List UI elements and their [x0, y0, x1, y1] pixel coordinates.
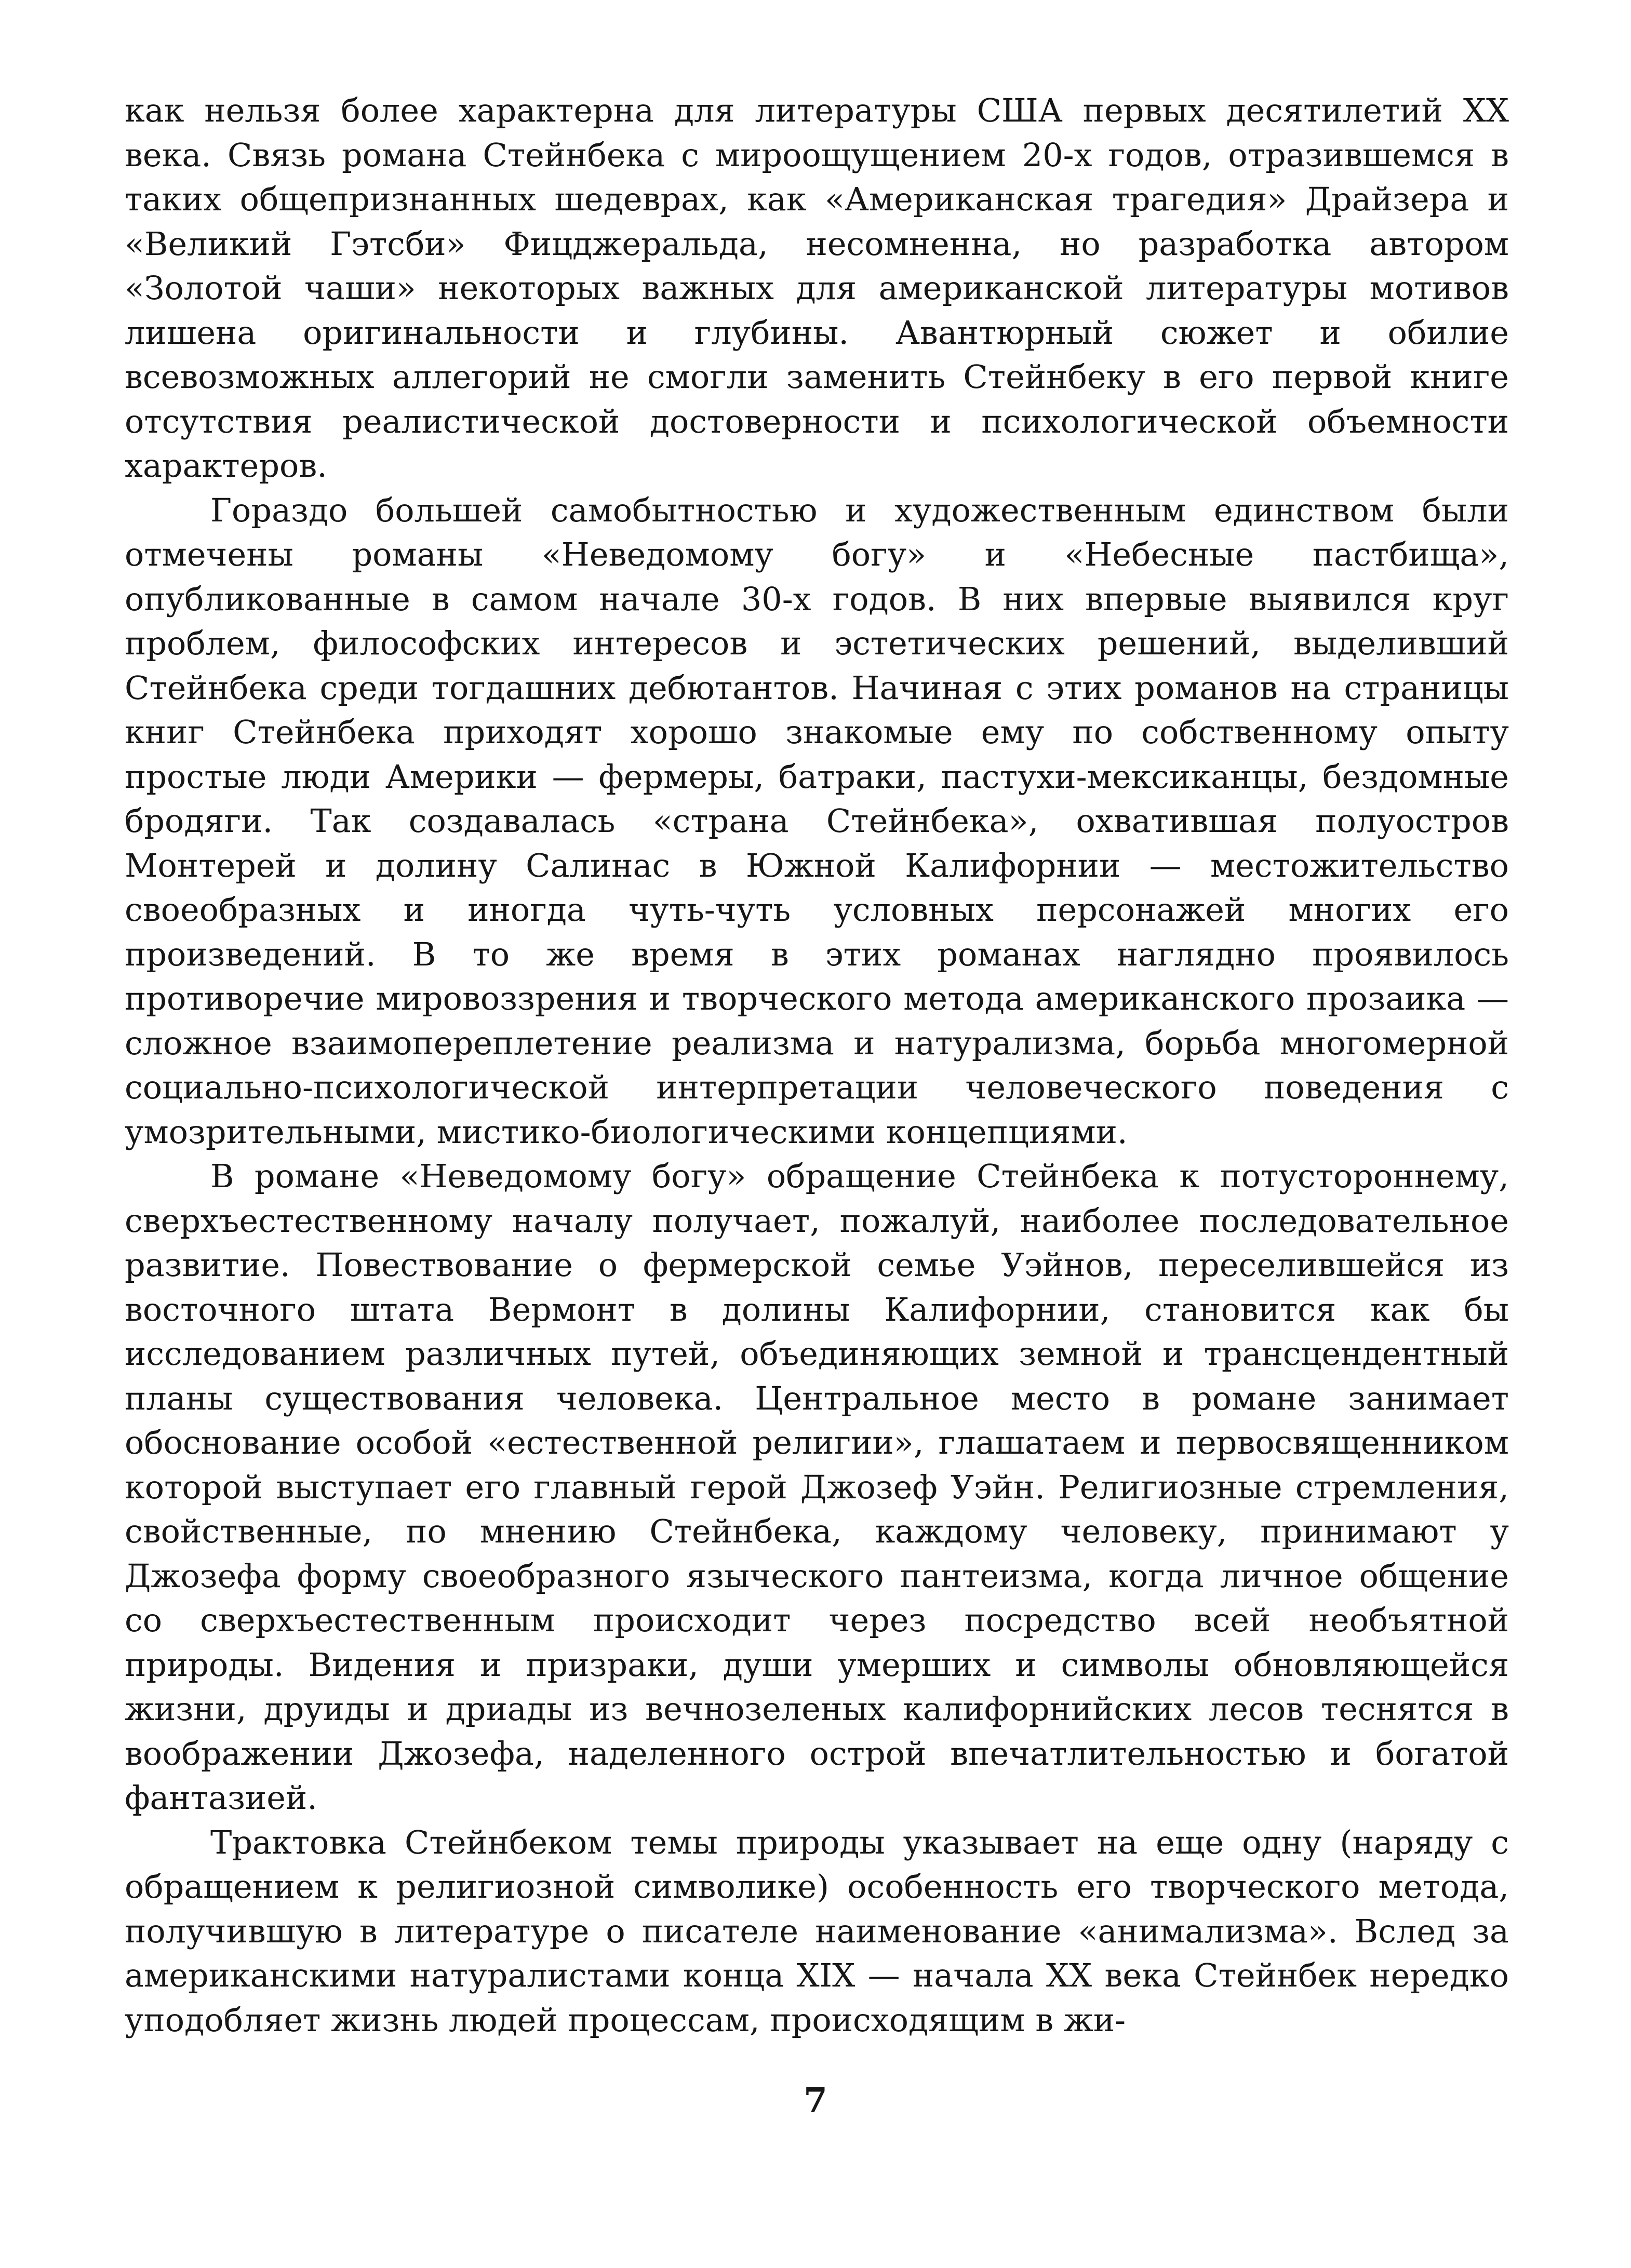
body-text — [125, 88, 1509, 2042]
paragraph-continued: как нельзя более характерна для литературы США первых десятилетий XX века. Связь романа Стейнбека с мироощущением 20-х годов, отразившемся в таких общепризнанных шедеврах, как «Американская трагедия» Драйзера и «Великий Гэтсби» Фицджеральда, несомненна, но разработка автором «Золотой чаши» некоторых важных для американской литературы мотивов лишена оригинальности и глубины. Авантюрный сюжет и обилие всевозможных аллегорий не смогли заменить Стейнбеку в его первой книге отсутствия реалистической достоверности и психологической объемности характеров. — [125, 91, 1509, 485]
paragraph: Гораздо большей самобытностью и художественным единством были отмечены романы «Неведомому богу» и «Небесные пастбища», опубликованные в самом начале 30-х годов. В них впервые выявился круг проблем, философских интересов и эстетических решений, выделивший Стейнбека среди тогдашних дебютантов. Начиная с этих романов на страницы книг Стейнбека приходят хорошо знакомые ему по собственному опыту простые люди Америки — фермеры, батраки, пастухи-мексиканцы, бездомные бродяги. Так создавалась «страна Стейнбека», охватившая полуостров Монтерей и долину Салинас в Южной Калифорнии — местожительство своеобразных и иногда чуть-чуть условных персонажей многих его произведений. В то же время в этих романах наглядно проявилось противоречие мировоззрения и творческого метода американского прозаика — сложное взаимопереплетение реализма и натурализма, борьба многомерной социально-психологической интерпретации человеческого поведения с умозрительными, мистико-биологическими концепциями. — [125, 491, 1509, 1151]
paragraph: В романе «Неведомому богу» обращение Стейнбека к потустороннему, сверхъестественному началу получает, пожалуй, наиболее последовательное развитие. Повествование о фермерской семье Уэйнов, переселившейся из восточного штата Вермонт в долины Калифорнии, становится как бы исследованием различных путей, объединяющих земной и трансцендентный планы существования человека. Центральное место в романе занимает обоснование особой «естественной религии», глашатаем и первосвященником которой выступает его главный герой Джозеф Уэйн. Религиозные стремления, свойственные, по мнению Стейнбека, каждому человеку, принимают у Джозефа форму своеобразного языческого пантеизма, когда личное общение со сверхъестественным происходит через посредство всей необъятной природы. Видения и призраки, души умерших и символы обновляющейся жизни, друиды и дриады из вечнозеленых калифорнийских лесов теснятся в воображении Джозефа, наделенного острой впечатлительностью и богатой фантазией. — [125, 1157, 1509, 1817]
paragraph: Трактовка Стейнбеком темы природы указывает на еще одну (наряду с обращением к религиозной символике) особенность его творческого метода, получившую в литературе о писателе наименование «анимализма». Вслед за американскими натуралистами конца XIX — начала XX века Стейнбек нередко уподобляет жизнь людей процессам, происходящим в жи- — [125, 1823, 1509, 2039]
page-number: 7 — [804, 2080, 827, 2121]
